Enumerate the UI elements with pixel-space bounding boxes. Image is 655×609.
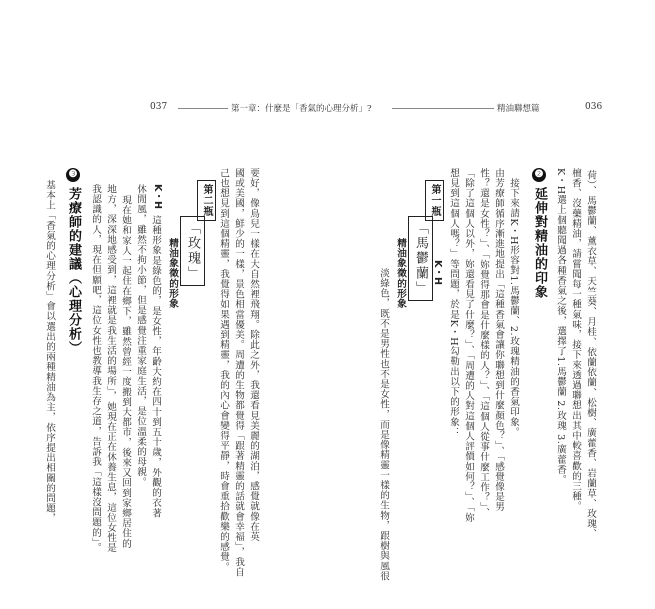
left-page-number: 037 [150,102,168,112]
intro-column: K・H選上個聽聞過各種香氣之後，選擇了1.馬鬱蘭 2.玫瑰 3.廣藿香。 [555,168,566,485]
bottle1-column: 淡綠色，既不是男性也不是女性，而是像精靈一樣的生物，跟樹與風很 [378,268,389,582]
section3-column: 基本上「香氣的心理分析」會以選出的兩種精油為主，依序提出相關的問題， [44,180,55,524]
bottle2-column: 這種形象是綠色的，是女性，年齡大約在四十到五十歲，外觀的衣著 [150,215,161,518]
bottle1-label: 第一瓶 [425,180,444,221]
continuation-column: 國或美國，鮮少的一樣，景色相當優美。周遭的生物都覺得「跟著精靈的話就會幸福」，我自 [233,168,244,578]
section2-number: ❷ [532,168,546,182]
bottle2-name: 「玫瑰」 [180,216,205,286]
section2-column: 接下來請K・H形容對1.馬鬱蘭、2.玫瑰精油的香氣印象。 [508,178,519,438]
section3-heading [64,168,83,355]
bottle2-column: 現在她和家人一起住在鄉下，雖然曾經一度搬到大都市，後來又回到家鄉居住的 [120,195,131,549]
bottle2-kh-label: K・H [152,184,163,210]
continuation-column: 要好，像鳥兒一樣在大自然裡飛翔。除此之外，我還看見美麗的湖泊，感覺就像在英 [248,168,259,542]
right-page-number: 036 [585,102,603,112]
section2-heading [530,168,549,299]
header-rule-right [392,108,494,109]
section3-title: 芳療師的建議（心理分析） [66,187,81,356]
bottle2-column: 我認識的人，現在但願吧，這位女性也教導我生存之道，告訴我「這樣沒問題的」。 [90,184,101,553]
section-title: 精油聯想篇 [494,102,543,114]
header-rule-left [178,108,230,109]
bottle2-column: 休閒風，雖然不拘小節，但是感覺注重家庭生活，是位溫柔的母親。 [135,184,146,487]
bottle2-subtitle: 精油象徵的形象 [167,238,178,309]
section2-column: 性？還是女性？」、「妳覺得那會是什麼樣的人？」、「這個人從事什麼工作？」、 [478,168,489,518]
intro-column: 荷）、馬鬱蘭、薰衣草、天竺葵、月桂、依蘭依蘭、松樹、廣藿香、岩蘭草、玫瑰、 [585,170,596,539]
bottle1-kh-label: K・H [432,260,443,286]
continuation-column: 己也想見到這個精靈，我覺得如果遇到精靈，我的內心會變得平靜，時會重拾歡樂的感覺。 [218,168,229,572]
intro-column: 檀香、沒藥精油，請嘗聞每一種氣味，接下來透過聯想出其中較喜歡的三種。 [570,168,581,512]
bottle2-column: 地方，深深地感受到，這裡就是我生活的場所」，她現在正在休養生息，這位女性是 [105,184,116,553]
section3-number: ❸ [66,168,80,182]
bottle1-name: 「馬鬱蘭」 [408,216,433,301]
chapter-title: 第一章：什麼是「香氣的心理分析」? [228,102,375,114]
section2-title: 延伸對精油的印象 [532,187,547,300]
section2-column: 「除了這個人以外，妳還看見了什麼？」、「周遭的人對這個人評價如何？」、「妳 [463,168,474,523]
section2-column: 由芳療師循序漸進地提出「這種香氣會讓你聯想到什麼顏色？」、「感覺像是男 [493,168,504,512]
bottle2-label: 第二瓶 [197,180,216,221]
bottle1-subtitle: 精油象徵的形象 [395,238,406,309]
section2-column: 想見到這個人嗎？」等問題，於是K・H勾勒出以下的形象： [448,168,459,438]
